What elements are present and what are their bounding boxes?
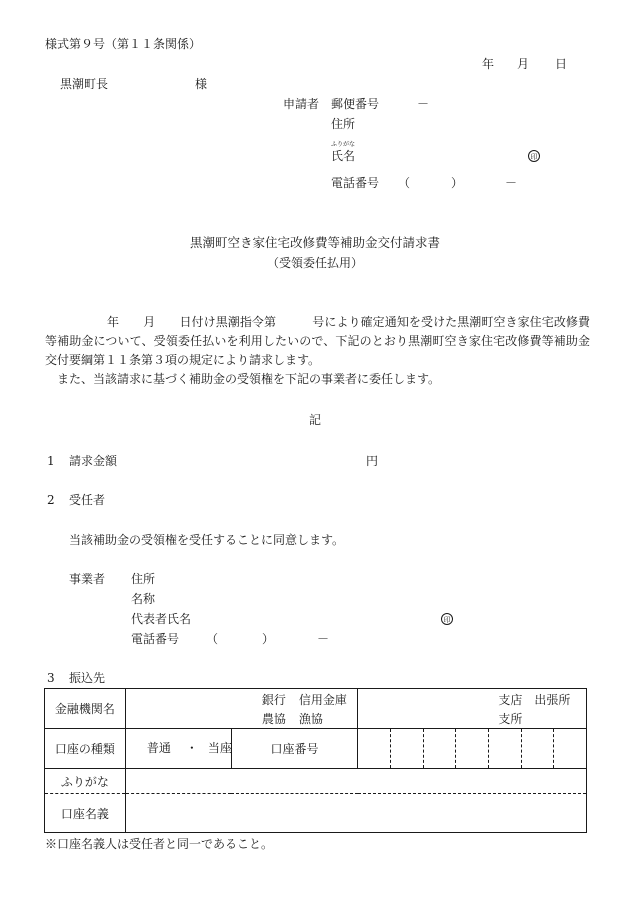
holder-cell[interactable] bbox=[125, 794, 586, 833]
applicant-name-label: 氏名 bbox=[331, 149, 356, 163]
bank-table bbox=[44, 688, 587, 833]
date-day: 日 bbox=[555, 57, 568, 71]
branch-cell[interactable] bbox=[358, 689, 587, 729]
addressee-suffix: 様 bbox=[195, 77, 208, 91]
furigana-cell[interactable] bbox=[125, 769, 586, 794]
section3-label: 振込先 bbox=[69, 671, 106, 685]
account-number-cell[interactable] bbox=[358, 729, 587, 769]
digit-box[interactable] bbox=[488, 729, 521, 768]
form-number: 様式第９号（第１１条関係） bbox=[45, 37, 202, 51]
dot-separator: ・ bbox=[185, 741, 198, 755]
branch-option: 支所 bbox=[498, 712, 523, 726]
business-phone-dash: － bbox=[317, 632, 330, 646]
nokyo-option: 農協 bbox=[261, 712, 286, 726]
digit-box[interactable] bbox=[390, 729, 423, 768]
applicant-seal bbox=[528, 149, 540, 162]
section1-number: 1 bbox=[47, 454, 55, 468]
institution-row bbox=[45, 689, 587, 729]
applicant-phone-open: （ bbox=[398, 176, 411, 190]
account-type-cell[interactable] bbox=[125, 729, 231, 769]
holder-row bbox=[45, 794, 587, 833]
business-phone-open: （ bbox=[206, 632, 219, 646]
ki-mark: 記 bbox=[308, 413, 321, 427]
toza-option: 当座 bbox=[207, 741, 232, 755]
business-name-label: 名称 bbox=[131, 592, 156, 606]
bank-option: 銀行 bbox=[261, 693, 286, 707]
shinkin-option: 信用金庫 bbox=[298, 693, 347, 707]
addressee: 黒潮町長 bbox=[60, 77, 109, 91]
postal-dash: － bbox=[417, 97, 430, 111]
name-ruby: ふりがな bbox=[331, 141, 356, 148]
business-phone-close: ） bbox=[262, 632, 275, 646]
business-seal bbox=[441, 612, 453, 625]
seal-mark: 印 bbox=[528, 150, 540, 162]
business-label: 事業者 bbox=[69, 572, 106, 586]
account-type-row bbox=[45, 729, 587, 769]
holder-label: 口座名義 bbox=[45, 794, 126, 833]
branch-store-option: 支店 bbox=[498, 693, 523, 707]
applicant-label: 申請者 bbox=[283, 97, 320, 111]
representative-label: 代表者氏名 bbox=[131, 612, 192, 626]
document-subtitle: （受領委任払用） bbox=[266, 256, 363, 270]
section1-unit: 円 bbox=[366, 454, 379, 468]
account-number-label: 口座番号 bbox=[231, 729, 358, 769]
postal-label: 郵便番号 bbox=[331, 97, 380, 111]
account-type-label: 口座の種類 bbox=[45, 729, 126, 769]
gyokyo-option: 漁協 bbox=[298, 712, 323, 726]
digit-box[interactable] bbox=[553, 729, 586, 768]
furigana-label: ふりがな bbox=[45, 769, 126, 794]
consent-text: 当該補助金の受領権を受任することに同意します。 bbox=[69, 533, 345, 547]
seal-mark: 印 bbox=[441, 613, 453, 625]
branch-office-option: 出張所 bbox=[534, 693, 571, 707]
applicant-address-label: 住所 bbox=[331, 117, 356, 131]
applicant-phone-dash: － bbox=[505, 176, 518, 190]
digit-box[interactable] bbox=[455, 729, 488, 768]
section2-label: 受任者 bbox=[69, 493, 106, 507]
business-phone-label: 電話番号 bbox=[131, 632, 180, 646]
digit-box[interactable] bbox=[521, 729, 554, 768]
business-address-label: 住所 bbox=[131, 572, 156, 586]
institution-cell[interactable] bbox=[125, 689, 358, 729]
date-month: 月 bbox=[517, 57, 530, 71]
date-year: 年 bbox=[482, 57, 495, 71]
section3-number: 3 bbox=[47, 671, 55, 685]
institution-label: 金融機関名 bbox=[45, 689, 126, 729]
section1-label: 請求金額 bbox=[69, 454, 118, 468]
digit-box[interactable] bbox=[423, 729, 456, 768]
furigana-row bbox=[45, 769, 587, 794]
futsu-option: 普通 bbox=[146, 741, 171, 755]
digit-box[interactable] bbox=[358, 729, 390, 768]
applicant-phone-label: 電話番号 bbox=[331, 176, 380, 190]
applicant-phone-close: ） bbox=[451, 176, 464, 190]
document-title: 黒潮町空き家住宅改修費等補助金交付請求書 bbox=[189, 235, 440, 250]
body-paragraph-2: また、当該請求に基づく補助金の受領権を下記の事業者に委任します。 bbox=[57, 372, 441, 386]
account-note: ※口座名義人は受任者と同一であること。 bbox=[45, 837, 274, 851]
section2-number: 2 bbox=[47, 493, 55, 507]
account-digit-boxes bbox=[358, 729, 586, 768]
body-paragraph-1: 年 月 日付け黒潮指令第 号により確定通知を受けた黒潮町空き家住宅改修費等補助金について、受領委任払いを利用したいので、下記のとおり黒潮町空き家住宅改修費等補助金交付要綱第１１条第３項の規定により請求します。 bbox=[45, 315, 590, 367]
